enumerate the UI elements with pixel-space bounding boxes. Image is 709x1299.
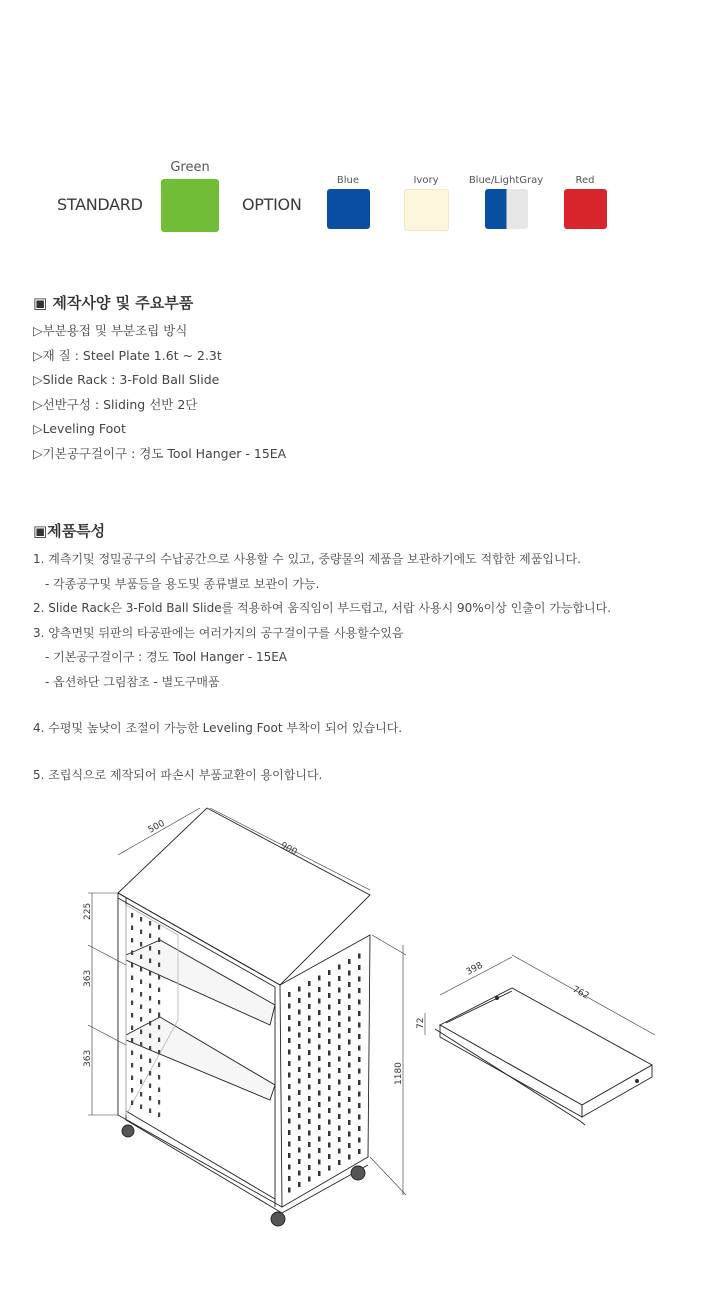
pegboard-hole [131, 938, 133, 943]
pegboard-hole [358, 1126, 361, 1131]
pegboard-hole [348, 1063, 351, 1068]
swatch-option-color [485, 189, 528, 229]
pegboard-hole [140, 1005, 142, 1010]
spec-item: ▷Slide Rack : 3-Fold Ball Slide [33, 372, 220, 387]
pegboard-hole [348, 1005, 351, 1010]
swatch-option-blue [320, 175, 376, 229]
pegboard-hole [348, 959, 351, 964]
pegboard-hole [298, 1159, 301, 1164]
pegboard-hole [358, 1023, 361, 1028]
pegboard-hole [140, 955, 142, 960]
swatch-standard [160, 160, 220, 232]
pegboard-hole [328, 1154, 331, 1159]
pegboard-hole [131, 1051, 133, 1056]
features-title: ▣제품특성 [33, 522, 106, 540]
pegboard-hole [318, 1171, 321, 1176]
pegboard-hole [318, 1010, 321, 1015]
pegboard-hole [288, 1015, 291, 1020]
swatch-standard-name: Green [170, 160, 210, 175]
pegboard-hole [338, 1034, 341, 1039]
pegboard-hole [140, 1067, 142, 1072]
pegboard-hole [358, 1069, 361, 1074]
pegboard-hole [298, 1044, 301, 1049]
specs-section [33, 292, 286, 466]
swatch-standard-color [161, 179, 219, 232]
dim-shelf-width: 762 [570, 984, 591, 1002]
pegboard-hole [131, 913, 133, 918]
pegboard-hole [338, 1149, 341, 1154]
pegboard-hole [288, 1188, 291, 1193]
pegboard-hole [149, 934, 151, 939]
pegboard-hole [298, 1021, 301, 1026]
pegboard-hole [308, 993, 311, 998]
pegboard-hole [158, 988, 160, 993]
pegboard-hole [348, 982, 351, 987]
pegboard-hole [149, 996, 151, 1001]
pegboard-hole [348, 971, 351, 976]
pegboard-hole [328, 1051, 331, 1056]
pegboard-hole [328, 1120, 331, 1125]
pegboard-hole [140, 1042, 142, 1047]
pegboard-hole [318, 1148, 321, 1153]
pegboard-hole [149, 946, 151, 951]
pegboard-hole [298, 1067, 301, 1072]
pegboard-hole [308, 1027, 311, 1032]
dim-shelf-height: 72 [416, 1017, 426, 1029]
dim-bottom-section: 363 [83, 1049, 93, 1067]
pegboard-hole [358, 1115, 361, 1120]
spec-item: ▷기본공구걸이구 : 경도 Tool Hanger - 15EA [33, 445, 287, 461]
pegboard-hole [149, 984, 151, 989]
pegboard-hole [288, 1153, 291, 1158]
technical-drawing [0, 795, 709, 1235]
spec-item: ▷부분용접 및 부분조립 방식 [33, 323, 188, 338]
pegboard-hole [131, 1038, 133, 1043]
pegboard-hole [318, 1102, 321, 1107]
pegboard-hole [308, 1073, 311, 1078]
pegboard-hole [328, 1143, 331, 1148]
pegboard-hole [308, 1096, 311, 1101]
drawing-svg [0, 795, 709, 1235]
pegboard-hole [318, 987, 321, 992]
pegboard-hole [298, 1056, 301, 1061]
pegboard-hole [298, 1090, 301, 1095]
pegboard-hole [338, 1045, 341, 1050]
pegboard-hole [358, 1103, 361, 1108]
dim-height: 1180 [394, 1062, 404, 1085]
pegboard-hole [158, 1063, 160, 1068]
pegboard-hole [318, 1114, 321, 1119]
pegboard-hole [358, 954, 361, 959]
pegboard-hole [288, 1176, 291, 1181]
pegboard-hole [149, 921, 151, 926]
pegboard-hole [358, 1080, 361, 1085]
pegboard-hole [338, 1103, 341, 1108]
pegboard-hole [131, 1076, 133, 1081]
pegboard-hole [308, 1016, 311, 1021]
pegboard-hole [318, 1068, 321, 1073]
pegboard-hole [348, 1028, 351, 1033]
pegboard-hole [328, 1028, 331, 1033]
pegboard-hole [318, 1033, 321, 1038]
pegboard-hole [158, 1013, 160, 1018]
pegboard-hole [140, 1092, 142, 1097]
pegboard-hole [358, 1011, 361, 1016]
pegboard-hole [348, 1051, 351, 1056]
pegboard-hole [140, 942, 142, 947]
pegboard-hole [158, 1038, 160, 1043]
pegboard-hole [298, 1125, 301, 1130]
pegboard-hole [288, 1027, 291, 1032]
pegboard-hole [131, 1063, 133, 1068]
pegboard-hole [328, 1074, 331, 1079]
pegboard-hole [358, 988, 361, 993]
pegboard-hole [149, 1034, 151, 1039]
pegboard-hole [318, 999, 321, 1004]
pegboard-hole [298, 1079, 301, 1084]
pegboard-hole [140, 992, 142, 997]
pegboard-hole [131, 963, 133, 968]
pegboard-hole [131, 926, 133, 931]
pegboard-hole [348, 1040, 351, 1045]
pegboard-hole [318, 1022, 321, 1027]
pegboard-hole [318, 1056, 321, 1061]
swatch-option-name: Blue/LightGray [468, 175, 544, 186]
swatch-option-color [404, 189, 449, 231]
pegboard-hole [328, 1062, 331, 1067]
pegboard-hole [288, 1038, 291, 1043]
feature-sub-item: - 각종공구및 부품등을 용도및 종류별로 보관이 가능. [45, 576, 320, 591]
pegboard-hole [338, 1057, 341, 1062]
pegboard-hole [308, 1165, 311, 1170]
pegboard-hole [149, 971, 151, 976]
pegboard-hole [298, 987, 301, 992]
pegboard-hole [338, 1137, 341, 1142]
pegboard-hole [288, 1073, 291, 1078]
pegboard-hole [149, 1046, 151, 1051]
pegboard-hole [288, 1084, 291, 1089]
pegboard-hole [149, 959, 151, 964]
pegboard-hole [308, 1131, 311, 1136]
swatch-option-name: Red [575, 175, 595, 186]
pegboard-hole [318, 1160, 321, 1165]
pegboard-hole [358, 977, 361, 982]
pegboard-hole [348, 1097, 351, 1102]
pegboard-hole [298, 1010, 301, 1015]
pegboard-hole [298, 1102, 301, 1107]
specs-title: ▣ 제작사양 및 주요부품 [33, 294, 194, 312]
pegboard-hole [328, 1166, 331, 1171]
pegboard-hole [288, 1107, 291, 1112]
pegboard-hole [318, 1045, 321, 1050]
pegboard-hole [288, 1004, 291, 1009]
dim-width: 900 [278, 840, 299, 858]
pegboard-hole [308, 1142, 311, 1147]
pegboard-hole [288, 1130, 291, 1135]
pegboard-hole [140, 967, 142, 972]
pegboard-hole [328, 982, 331, 987]
pegboard-hole [308, 1154, 311, 1159]
pegboard-hole [338, 976, 341, 981]
pegboard-hole [288, 1096, 291, 1101]
pegboard-hole [288, 992, 291, 997]
pegboard-hole [298, 998, 301, 1003]
pegboard-hole [358, 965, 361, 970]
pegboard-hole [318, 1125, 321, 1130]
pegboard-hole [140, 1105, 142, 1110]
pegboard-hole [131, 951, 133, 956]
features-section [33, 520, 611, 787]
swatch-option-ivory [398, 175, 454, 231]
pegboard-hole [298, 1171, 301, 1176]
pegboard-hole [358, 1034, 361, 1039]
pegboard-hole [328, 993, 331, 998]
pegboard-hole [328, 1005, 331, 1010]
pegboard-hole [149, 1059, 151, 1064]
pegboard-hole [328, 1039, 331, 1044]
pegboard-hole [328, 1131, 331, 1136]
pegboard-hole [288, 1050, 291, 1055]
pegboard-hole [318, 1079, 321, 1084]
pegboard-hole [158, 1100, 160, 1105]
swatch-option-name: Blue [336, 175, 360, 186]
pegboard-hole [158, 963, 160, 968]
pegboard-hole [328, 1085, 331, 1090]
pegboard-hole [131, 976, 133, 981]
pegboard-hole [158, 1088, 160, 1093]
pegboard-hole [358, 1046, 361, 1051]
pegboard-hole [318, 1137, 321, 1142]
dim-top-section: 225 [83, 902, 93, 920]
pegboard-hole [298, 1136, 301, 1141]
feature-item: 4. 수평및 높낮이 조절이 가능한 Leveling Foot 부착이 되어 있습니다. [33, 721, 403, 735]
pegboard-hole [131, 1026, 133, 1031]
pegboard-hole [308, 1004, 311, 1009]
pegboard-hole [140, 1030, 142, 1035]
pegboard-hole [338, 1011, 341, 1016]
spec-item: ▷재 질 : Steel Plate 1.6t ~ 2.3t [33, 347, 222, 363]
pegboard-hole [149, 1009, 151, 1014]
pegboard-hole [328, 1108, 331, 1113]
pegboard-hole [140, 917, 142, 922]
pegboard-hole [358, 1092, 361, 1097]
pegboard-hole [298, 1113, 301, 1118]
pegboard-hole [348, 1120, 351, 1125]
pegboard-hole [338, 1091, 341, 1096]
pegboard-hole [298, 1182, 301, 1187]
feature-item: 3. 양측면및 뒤판의 타공판에는 여러가지의 공구걸이구를 사용할수있음 [33, 625, 404, 640]
swatch-option-color [564, 189, 607, 229]
pegboard-hole [131, 1101, 133, 1106]
pegboard-hole [338, 965, 341, 970]
pegboard-hole [140, 1055, 142, 1060]
pegboard-hole [308, 1108, 311, 1113]
pegboard-hole [308, 981, 311, 986]
swatch-option-blue-lightgray [466, 175, 546, 229]
pegboard-hole [338, 988, 341, 993]
pegboard-hole [288, 1142, 291, 1147]
pegboard-hole [338, 1126, 341, 1131]
pegboard-hole [338, 1068, 341, 1073]
dim-middle-section: 363 [83, 969, 93, 987]
pegboard-hole [131, 1013, 133, 1018]
pegboard-hole [308, 1039, 311, 1044]
pegboard-hole [348, 1086, 351, 1091]
pegboard-hole [149, 1096, 151, 1101]
pegboard-hole [140, 980, 142, 985]
swatch-option-color [327, 189, 370, 229]
pegboard-hole [158, 975, 160, 980]
feature-item: 2. Slide Rack은 3-Fold Ball Slide를 적용하여 움직임이 부드럽고, 서랍 사용시 90%이상 인출이 가능합니다. [33, 601, 612, 615]
pegboard-hole [358, 1057, 361, 1062]
swatch-option-red [557, 175, 613, 229]
pegboard-hole [158, 1000, 160, 1005]
pegboard-hole [149, 1071, 151, 1076]
standard-label: STANDARD [57, 195, 143, 214]
pegboard-hole [358, 1138, 361, 1143]
pegboard-hole [288, 1119, 291, 1124]
pegboard-hole [328, 1097, 331, 1102]
feature-sub-item: - 기본공구걸이구 : 경도 Tool Hanger - 15EA [45, 650, 288, 664]
sliding-shelf-drawing [435, 988, 652, 1125]
pegboard-hole [149, 1109, 151, 1114]
pegboard-hole [131, 1088, 133, 1093]
pegboard-hole [158, 1075, 160, 1080]
pegboard-hole [358, 1149, 361, 1154]
pegboard-hole [140, 1080, 142, 1085]
option-label: OPTION [242, 195, 302, 214]
pegboard-hole [140, 1017, 142, 1022]
pegboard-hole [158, 938, 160, 943]
pegboard-hole [308, 1050, 311, 1055]
pegboard-hole [338, 1160, 341, 1165]
pegboard-hole [318, 1091, 321, 1096]
pegboard-hole [328, 1016, 331, 1021]
pegboard-hole [158, 950, 160, 955]
pegboard-hole [348, 1074, 351, 1079]
swatch-option-name: Ivory [413, 175, 439, 186]
dim-depth: 500 [146, 818, 167, 836]
pegboard-hole [298, 1033, 301, 1038]
pegboard-hole [158, 1025, 160, 1030]
pegboard-hole [308, 1062, 311, 1067]
pegboard-hole [348, 1155, 351, 1160]
pegboard-hole [308, 1085, 311, 1090]
pegboard-hole [338, 999, 341, 1004]
pegboard-hole [288, 1165, 291, 1170]
spec-item: ▷Leveling Foot [33, 421, 126, 436]
pegboard-hole [358, 1000, 361, 1005]
feature-sub-item: - 옵션하단 그림참조 - 별도구매품 [45, 674, 220, 689]
pegboard-hole [131, 1001, 133, 1006]
dim-shelf-depth: 398 [464, 960, 485, 978]
spec-item: ▷선반구성 : Sliding 선반 2단 [33, 396, 198, 412]
pegboard-hole [318, 976, 321, 981]
pegboard-hole [298, 1148, 301, 1153]
pegboard-hole [348, 1143, 351, 1148]
pegboard-hole [149, 1021, 151, 1026]
pegboard-hole [158, 1050, 160, 1055]
pegboard-hole [308, 1119, 311, 1124]
feature-item: 1. 계측기및 정밀공구의 수납공간으로 사용할 수 있고, 중량물의 제품을 보관하기에도 적합한 제품입니다. [33, 552, 581, 566]
pegboard-hole [348, 1132, 351, 1137]
feature-item: 5. 조립식으로 제작되어 파손시 부품교환이 용이합니다. [33, 767, 323, 782]
pegboard-hole [338, 1080, 341, 1085]
pegboard-hole [158, 925, 160, 930]
pegboard-hole [131, 988, 133, 993]
pegboard-hole [308, 1177, 311, 1182]
pegboard-hole [140, 930, 142, 935]
pegboard-hole [328, 970, 331, 975]
color-options [0, 150, 709, 250]
pegboard-hole [338, 1022, 341, 1027]
pegboard-hole [348, 1017, 351, 1022]
pegboard-hole [338, 1114, 341, 1119]
pegboard-hole [288, 1061, 291, 1066]
pegboard-hole [348, 994, 351, 999]
pegboard-hole [158, 1113, 160, 1118]
pegboard-hole [149, 1084, 151, 1089]
pegboard-hole [348, 1109, 351, 1114]
